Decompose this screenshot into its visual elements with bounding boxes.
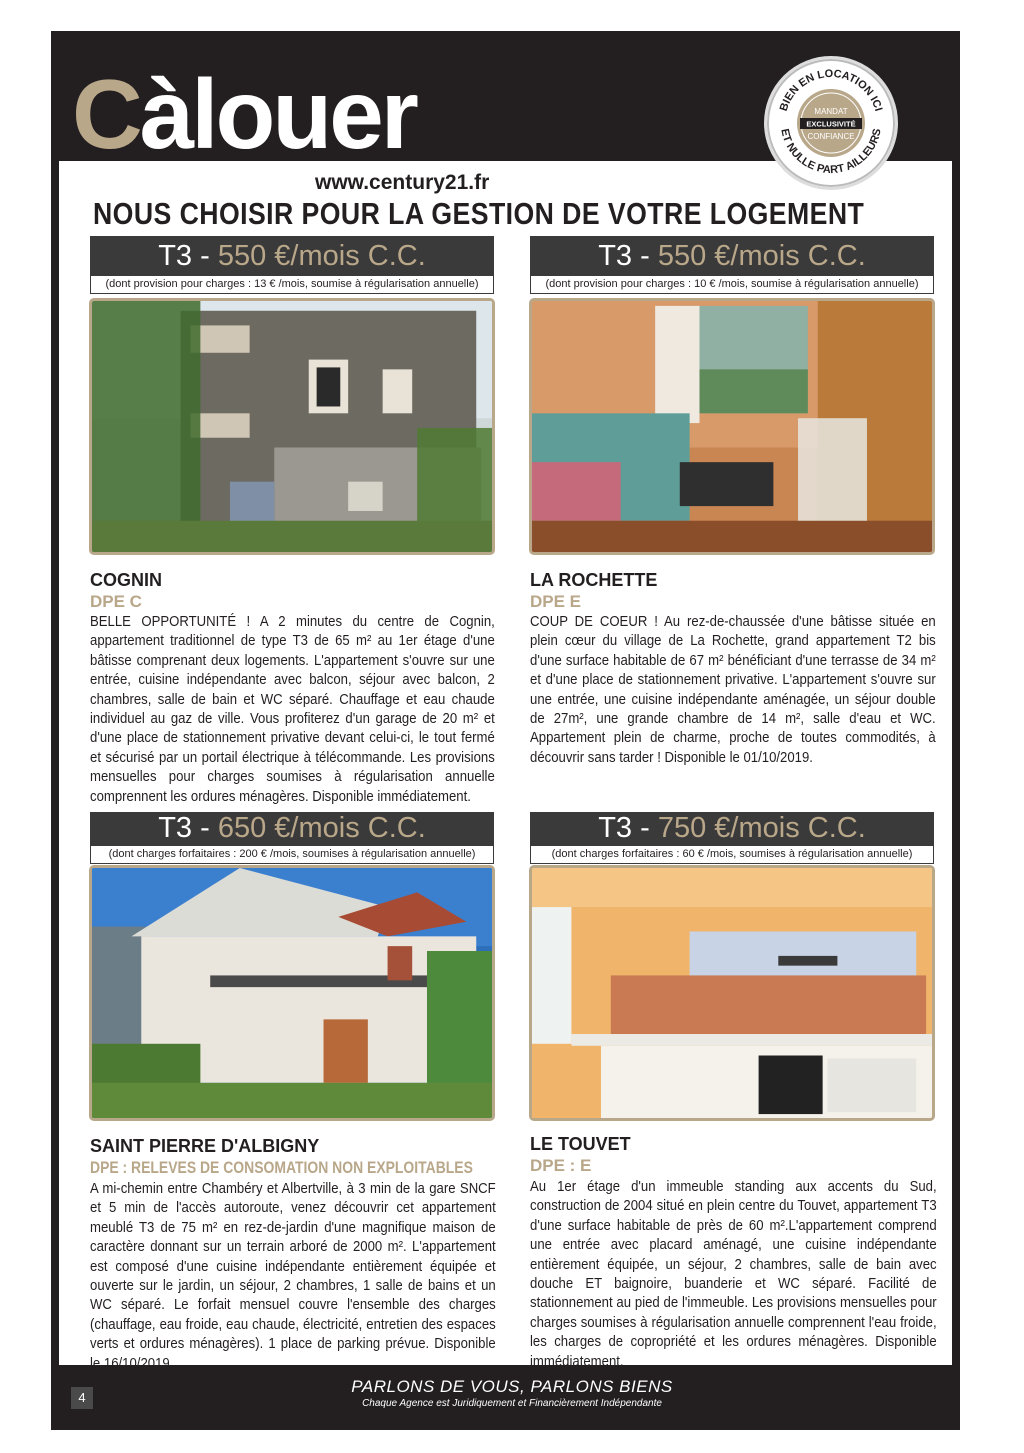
dpe-4: DPE : E <box>530 1156 592 1175</box>
seal-bottom-text: ET NULLE PART AILLEURS <box>778 127 884 177</box>
footer-slogan: PARLONS DE VOUS, PARLONS BIENS <box>351 1377 673 1396</box>
city-3: SAINT PIERRE D'ALBIGNY <box>90 1136 320 1156</box>
seal-top-text: BIEN EN LOCATION ICI <box>777 67 885 113</box>
listing-photo-3 <box>89 865 495 1121</box>
page-number: 4 <box>71 1387 93 1409</box>
listing-photo-2 <box>529 298 935 555</box>
price-band-1: T3 - 550 €/mois C.C. <box>90 236 494 276</box>
seal-inner-2: EXCLUSIVITÉ <box>806 119 856 129</box>
price-band-4: T3 - 750 €/mois C.C. <box>530 812 934 846</box>
footer-disclaimer: Chaque Agence est Juridiquement et Financièrement Indépendante <box>362 1398 662 1409</box>
page-headline: NOUS CHOISIR POUR LA GESTION DE VOTRE LOGEMENT <box>93 196 865 231</box>
listing-photo-1 <box>89 298 495 555</box>
website-url[interactable]: www.century21.fr <box>315 171 490 194</box>
charges-note-4: (dont charges forfaitaires : 60 € /mois, soumises à régularisation annuelle) <box>530 846 934 864</box>
listing-photo-4 <box>529 865 935 1121</box>
seal-inner-1: MANDAT <box>814 107 848 116</box>
description-1: BELLE OPPORTUNITÉ ! A 2 minutes du centre de Cognin, appartement traditionnel de type T3 de 65 m² au 1er étage d'une bâtisse comprenant deux logements. L'appartement s'ouvre sur une entrée, cuisine indépendante avec balcon, séjour avec balcon, 2 chambres, salle de bain et WC séparé. Chauffage et eau chaude individuel au gaz de ville. Vous profiterez d'un garage de 20 m² et d'une place de stationnement privative devant celui-ci, le tout fermé et sécurisé par un portail électrique à télécommande. Les provisions mensuelles pour charges soumises à régularisation annuelle comprennent les ordures ménagères. Disponible immédiatement. <box>90 614 495 805</box>
description-3: A mi-chemin entre Chambéry et Albertville, à 3 min de la gare SNCF et 5 min de l'accès autoroute, venez découvrir cet appartement meublé T3 de 75 m² en rez-de-jardin d'une magnifique maison de caractère donnant sur un terrain arboré de 2000 m². L'appartement est composé d'une cuisine indépendante entièrement équipée et ouverte sur le jardin, un séjour, 2 chambres, 1 salle de bains et un WC séparé. Le forfait mensuel couvre l'ensemble des charges (chauffage, eau froide, eau chaude, électricité, entretien des espaces verts et ordures ménagères). 1 place de parking prévue. Disponible le 16/10/2019. <box>90 1181 496 1372</box>
city-1: COGNIN <box>90 570 162 590</box>
exclusivity-seal <box>764 56 898 190</box>
dpe-3: DPE : RELEVES DE CONSOMATION NON EXPLOITABLES <box>90 1158 473 1177</box>
description-2: COUP DE COEUR ! Au rez-de-chaussée d'une bâtisse située en plein cœur du village de La Rochette, grand appartement T2 bis d'une surface habitable de 67 m² bénéficiant d'une terrasse de 34 m² et d'une place de stationnement privative. L'appartement s'ouvre sur une entrée, une cuisine indépendante aménagée, un séjour double de 27m², une grande chambre de 14 m², salle d'eau et WC. Appartement plein de charme, proche de toutes commodités, à découvrir sans tarder ! Disponible le 01/10/2019. <box>530 614 936 766</box>
charges-note-2: (dont provision pour charges : 10 € /mois, soumise à régularisation annuelle) <box>530 276 934 294</box>
charges-note-1: (dont provision pour charges : 13 € /mois, soumise à régularisation annuelle) <box>90 276 494 294</box>
seal-inner-3: CONFIANCE <box>807 132 855 141</box>
charges-note-3: (dont charges forfaitaires : 200 € /mois, soumises à régularisation annuelle) <box>90 846 494 864</box>
city-2: LA ROCHETTE <box>530 570 658 590</box>
city-4: LE TOUVET <box>530 1134 631 1154</box>
description-4: Au 1er étage d'un immeuble standing aux accents du Sud, construction de 2004 situé en plein centre du Touvet, appartement T3 d'une surface habitable de près de 60 m².L'appartement comprend une entrée avec placard aménagé, une cuisine indépendante entièrement équipée, un séjour, 2 chambres, salle de bain avec douche ET baignoire, buanderie et WC séparé. Facilité de stationnement au pied de l'immeuble. Les provisions mensuelles pour charges soumises à régularisation annuelle comprennent l'eau froide, les charges de copropriété et les ordures ménagères. Disponible immédiatement. <box>530 1179 937 1370</box>
brand-logo: Càlouer <box>72 59 416 169</box>
price-band-2: T3 - 550 €/mois C.C. <box>530 236 934 276</box>
price-band-3: T3 - 650 €/mois C.C. <box>90 812 494 846</box>
dpe-2: DPE E <box>530 592 582 611</box>
dpe-1: DPE C <box>90 592 142 611</box>
